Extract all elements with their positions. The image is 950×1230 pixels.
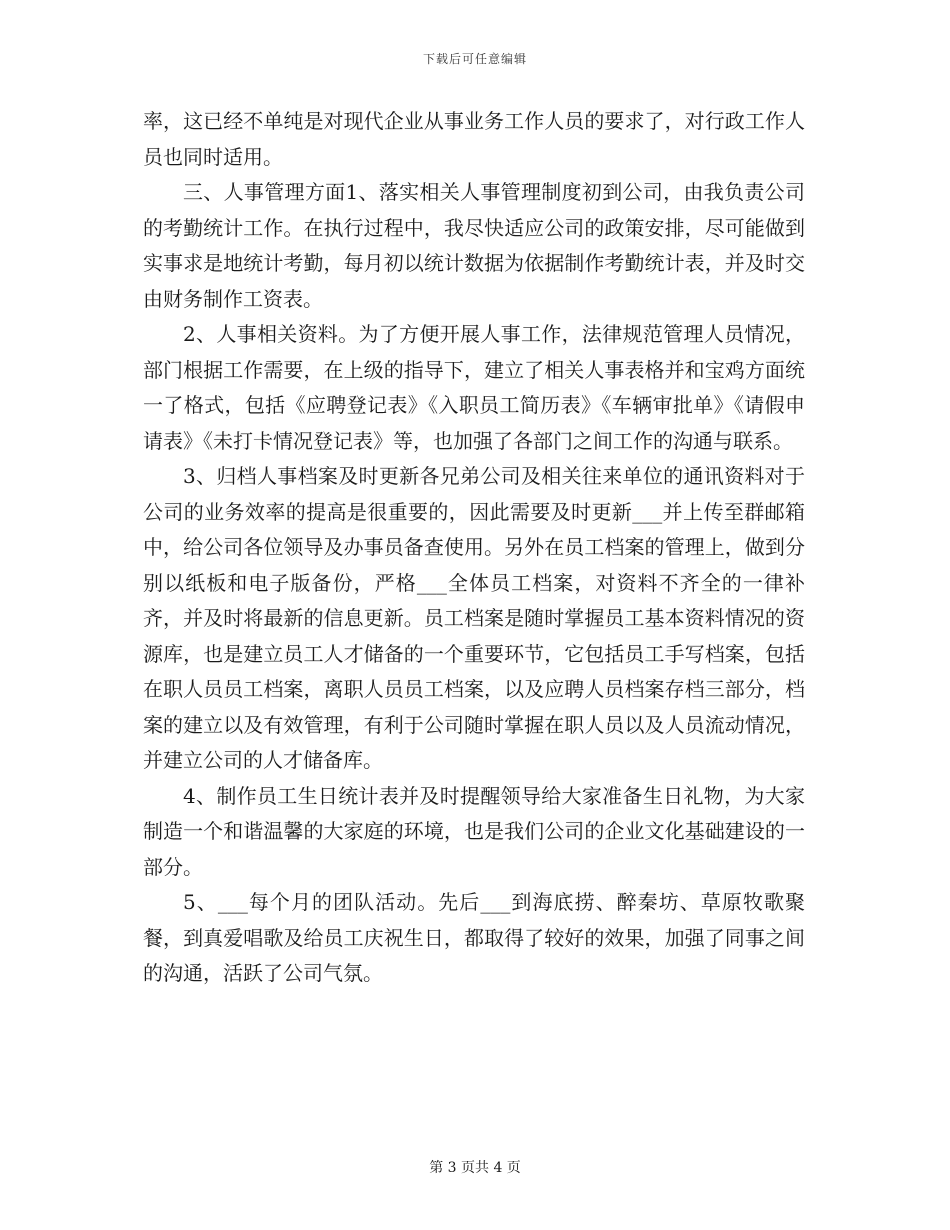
paragraph-birthday-stats: 4、制作员工生日统计表并及时提醒领导给大家准备生日礼物，为大家制造一个和谐温馨的大家庭的环境，也是我们公司的企业文化基础建设的一部分。	[143, 783, 805, 879]
paragraph-hr-management: 三、人事管理方面1、落实相关人事管理制度初到公司，由我负责公司的考勤统计工作。在执行过程中，我尽快适应公司的政策安排，尽可能做到实事求是地统计考勤，每月初以统计数据为依据制作考勤统计表，并及时交由财务制作工资表。	[143, 180, 805, 311]
paragraph-team-activities: 5、___每个月的团队活动。先后___到海底捞、醉秦坊、草原牧歌聚餐，到真爱唱歌及给员工庆祝生日，都取得了较好的效果，加强了同事之间的沟通，活跃了公司气氛。	[143, 890, 805, 985]
paragraph-continuation: 率，这已经不单纯是对现代企业从事业务工作人员的要求了，对行政工作人员也同时适用。	[143, 109, 805, 169]
page-footer: 第 3 页共 4 页	[429, 1160, 521, 1176]
page-header: 下载后可任意编辑	[422, 52, 527, 66]
paragraph-hr-materials: 2、人事相关资料。为了方便开展人事工作，法律规范管理人员情况，部门根据工作需要，在上级的指导下，建立了相关人事表格并和宝鸡方面统一了格式，包括《应聘登记表》《入职员工简历表》《车辆审批单》《请假申请表》《未打卡情况登记表》等，也加强了各部门之间工作的沟通与联系。	[143, 322, 805, 453]
paragraph-hr-archives: 3、归档人事档案及时更新各兄弟公司及相关往来单位的通讯资料对于公司的业务效率的提高是很重要的，因此需要及时更新___并上传至群邮箱中，给公司各位领导及办事员备查使用。另外在员工档案的管理上，做到分别以纸板和电子版备份，严格___全体员工档案，对资料不齐全的一律补齐，并及时将最新的信息更新。员工档案是随时掌握员工基本资料情况的资源库，也是建立员工人才储备的一个重要环节，它包括员工手写档案，包括在职人员员工档案，离职人员员工档案，以及应聘人员档案存档三部分，档案的建立以及有效管理，有利于公司随时掌握在职人员以及人员流动情况，并建立公司的人才储备库。	[143, 464, 805, 772]
document-body	[143, 104, 805, 992]
